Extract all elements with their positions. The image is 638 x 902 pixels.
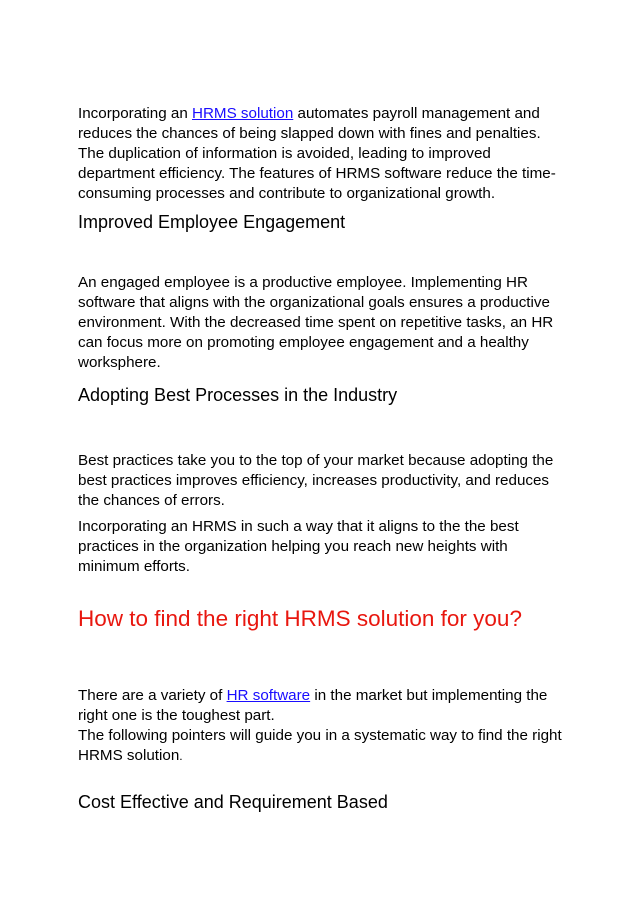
paragraph-incorporating-hrms (78, 517, 568, 577)
paragraph-line: minimum efforts. (78, 558, 190, 575)
heading-cost-effective: Cost Effective and Requirement Based (78, 792, 388, 812)
text-segment: HRMS solution (78, 747, 180, 764)
text-segment: There are a variety of (78, 687, 227, 704)
paragraph-line: best practices improves efficiency, increases productivity, and reduces (78, 472, 550, 489)
text-segment: Incorporating an (78, 105, 192, 122)
paragraph-line: environment. With the decreased time spent on repetitive tasks, an HR (78, 314, 554, 331)
paragraph-line (78, 746, 568, 766)
text-segment: automates payroll management and (293, 105, 540, 122)
paragraph-line (78, 686, 568, 706)
paragraph-variety-of-software (78, 686, 568, 766)
paragraph-line: department efficiency. The features of HRMS software reduce the time- (78, 165, 556, 182)
paragraph-line: Best practices take you to the top of your market because adopting the (78, 452, 554, 469)
paragraph-line: The following pointers will guide you in a systematic way to find the right (78, 727, 562, 744)
paragraph-hrms-benefits (78, 104, 568, 204)
paragraph-line: right one is the toughest part. (78, 707, 275, 724)
heading-find-right-hrms: How to find the right HRMS solution for you? (78, 606, 522, 631)
hrms-solution-link[interactable]: HRMS solution (191, 105, 294, 122)
paragraph-line: the chances of errors. (78, 492, 225, 509)
paragraph-line: Incorporating an HRMS in such a way that it aligns to the the best (78, 518, 519, 535)
paragraph-line: software that aligns with the organizational goals ensures a productive (78, 294, 550, 311)
paragraph-line: can focus more on promoting employee engagement and a healthy (78, 334, 529, 351)
text-segment: in the market but implementing the (310, 687, 548, 704)
heading-adopting-best-processes: Adopting Best Processes in the Industry (78, 385, 398, 405)
paragraph-best-practices (78, 451, 568, 511)
text-segment: . (179, 749, 183, 763)
paragraph-line: consuming processes and contribute to organizational growth. (78, 185, 496, 202)
paragraph-line: An engaged employee is a productive employee. Implementing HR (78, 274, 528, 291)
hr-software-link[interactable]: HR software (226, 687, 311, 704)
paragraph-line: worksphere. (78, 354, 161, 371)
paragraph-line: The duplication of information is avoided, leading to improved (78, 145, 491, 162)
paragraph-line (78, 104, 568, 124)
paragraph-line: reduces the chances of being slapped down with fines and penalties. (78, 125, 541, 142)
heading-improved-employee-engagement: Improved Employee Engagement (78, 212, 346, 232)
paragraph-engagement (78, 273, 568, 373)
paragraph-line: practices in the organization helping you reach new heights with (78, 538, 508, 555)
